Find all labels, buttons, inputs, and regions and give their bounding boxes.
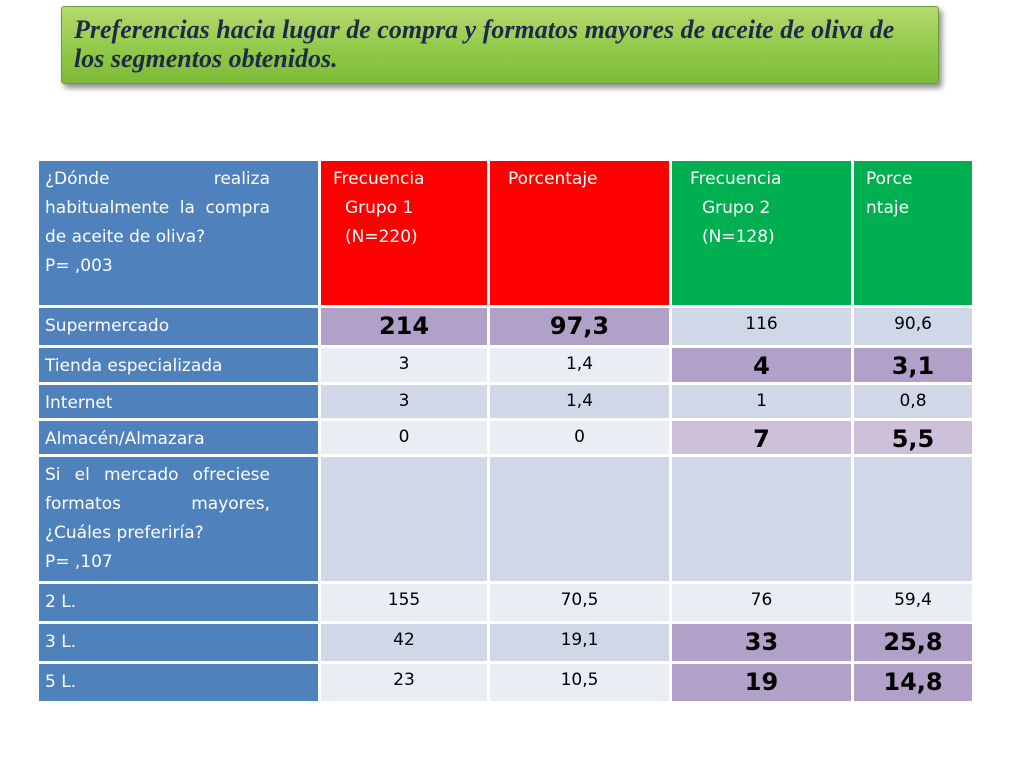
cell-percent-group1: 70,5 xyxy=(489,583,671,623)
empty-cell xyxy=(671,456,853,583)
cell-freq-group2: 7 xyxy=(671,420,853,456)
cell-freq-group1: 155 xyxy=(320,583,489,623)
cell-percent-group2: 0,8 xyxy=(853,384,974,420)
question2-cell xyxy=(38,456,320,583)
cell-percent-group1: 1,4 xyxy=(489,384,671,420)
cell-percent-group1: 0 xyxy=(489,420,671,456)
table-row xyxy=(38,347,974,384)
header-percent-group1 xyxy=(489,160,671,307)
cell-percent-group2: 25,8 xyxy=(853,623,974,663)
cell-freq-group2: 116 xyxy=(671,307,853,347)
slide-title: Preferencias hacia lugar de compra y formatos mayores de aceite de oliva de los segmentos obtenidos. xyxy=(74,15,895,73)
row-label: Supermercado xyxy=(38,307,320,347)
cell-percent-group2: 90,6 xyxy=(853,307,974,347)
cell-freq-group2: 4 xyxy=(671,347,853,384)
title-banner xyxy=(61,6,939,84)
table-row xyxy=(38,663,974,703)
table-row xyxy=(38,420,974,456)
header-question: ¿Dónde realiza habitualmente la compra de aceite de oliva? xyxy=(45,169,270,247)
header-freq-group2 xyxy=(671,160,853,307)
header-freq-group2-line2: Grupo 2 xyxy=(702,198,771,218)
table-row xyxy=(38,384,974,420)
cell-percent-group1: 1,4 xyxy=(489,347,671,384)
header-freq-group1-line1: Frecuencia xyxy=(333,169,425,189)
cell-percent-group2: 14,8 xyxy=(853,663,974,703)
header-question-cell xyxy=(38,160,320,307)
cell-freq-group1: 214 xyxy=(320,307,489,347)
table-row xyxy=(38,623,974,663)
table-row xyxy=(38,583,974,623)
question2-row xyxy=(38,456,974,583)
empty-cell xyxy=(489,456,671,583)
cell-percent-group1: 19,1 xyxy=(489,623,671,663)
header-pvalue: P= ,003 xyxy=(45,256,113,276)
table-row xyxy=(38,307,974,347)
row-label: 3 L. xyxy=(38,623,320,663)
header-freq-group2-line1: Frecuencia xyxy=(690,169,782,189)
results-table xyxy=(36,158,975,704)
header-freq-group1 xyxy=(320,160,489,307)
cell-freq-group1: 23 xyxy=(320,663,489,703)
header-freq-group2-line3: (N=128) xyxy=(702,227,775,247)
row-label: 5 L. xyxy=(38,663,320,703)
row-label: Internet xyxy=(38,384,320,420)
cell-percent-group2: 59,4 xyxy=(853,583,974,623)
row-label: Tienda especializada xyxy=(38,347,320,384)
header-percent-group1-label: Porcentaje xyxy=(508,169,598,189)
cell-freq-group2: 33 xyxy=(671,623,853,663)
cell-freq-group1: 42 xyxy=(320,623,489,663)
cell-freq-group2: 1 xyxy=(671,384,853,420)
row-label: 2 L. xyxy=(38,583,320,623)
cell-percent-group2: 3,1 xyxy=(853,347,974,384)
empty-cell xyxy=(320,456,489,583)
cell-freq-group1: 3 xyxy=(320,384,489,420)
header-percent-group2-line1: Porce xyxy=(866,169,913,189)
header-row xyxy=(38,160,974,307)
header-percent-group2 xyxy=(853,160,974,307)
cell-percent-group1: 10,5 xyxy=(489,663,671,703)
cell-freq-group1: 3 xyxy=(320,347,489,384)
question2-pvalue: P= ,107 xyxy=(45,552,113,572)
cell-percent-group2: 5,5 xyxy=(853,420,974,456)
empty-cell xyxy=(853,456,974,583)
header-percent-group2-line2: ntaje xyxy=(866,198,910,218)
cell-freq-group2: 19 xyxy=(671,663,853,703)
row-label: Almacén/Almazara xyxy=(38,420,320,456)
cell-freq-group1: 0 xyxy=(320,420,489,456)
cell-percent-group1: 97,3 xyxy=(489,307,671,347)
question2-text: Si el mercado ofreciese formatos mayores, ¿Cuáles preferiría? xyxy=(45,465,270,543)
header-freq-group1-line2: Grupo 1 xyxy=(345,198,414,218)
cell-freq-group2: 76 xyxy=(671,583,853,623)
header-freq-group1-line3: (N=220) xyxy=(345,227,418,247)
